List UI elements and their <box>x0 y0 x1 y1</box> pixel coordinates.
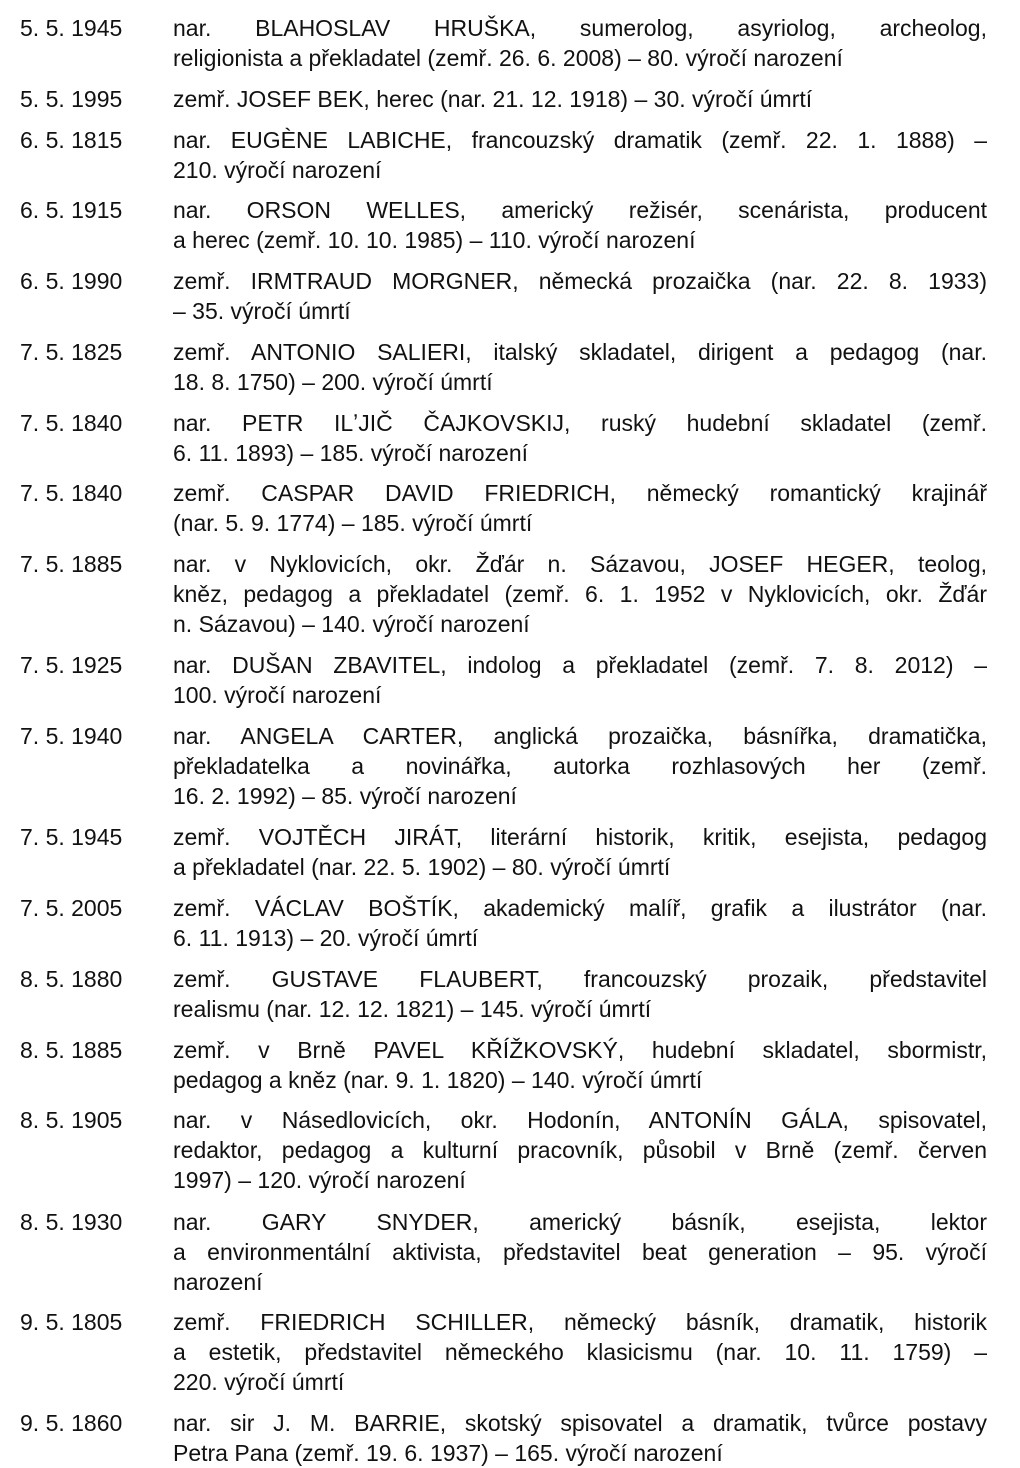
entry-text <box>173 964 987 1024</box>
entry-line: nar. EUGÈNE LABICHE, francouzský dramatik (zemř. 22. 1. 1888) – <box>173 127 987 153</box>
entry-line: nar. ANGELA CARTER, anglická prozaička, básnířka, dramatička, <box>173 723 987 749</box>
entry-line: 16. 2. 1992) – 85. výročí narození <box>173 783 517 809</box>
entry-line: narození <box>173 1269 263 1295</box>
entry-text <box>173 721 987 811</box>
entry-line: nar. ORSON WELLES, americký režisér, scenárista, producent <box>173 197 987 223</box>
entry-text <box>173 478 987 538</box>
entry-line: a herec (zemř. 10. 10. 1985) – 110. výročí narození <box>173 227 696 253</box>
entry-line: n. Sázavou) – 140. výročí narození <box>173 611 530 637</box>
entry-line: zemř. IRMTRAUD MORGNER, německá prozaička (nar. 22. 8. 1933) <box>173 268 987 294</box>
entry-text <box>173 13 987 73</box>
entry-line: nar. BLAHOSLAV HRUŠKA, sumerolog, asyriolog, archeolog, <box>173 15 987 41</box>
entry-line: a environmentální aktivista, představitel beat generation – 95. výročí <box>173 1239 987 1265</box>
entry-date: 9. 5. 1805 <box>20 1309 123 1335</box>
entry-text <box>173 266 987 326</box>
entry-text <box>173 1207 987 1297</box>
entry-date: 6. 5. 1915 <box>20 197 123 223</box>
entry-text <box>173 1035 987 1095</box>
entry-line: (nar. 5. 9. 1774) – 185. výročí úmrtí <box>173 510 533 536</box>
entry-date: 8. 5. 1880 <box>20 966 123 992</box>
entry-text <box>173 1105 987 1195</box>
entry-date: 5. 5. 1945 <box>20 15 123 41</box>
entry-date: 7. 5. 1825 <box>20 339 123 365</box>
entry-text <box>173 195 987 255</box>
entry-line: 6. 11. 1893) – 185. výročí narození <box>173 440 529 466</box>
entry-line: nar. DUŠAN ZBAVITEL, indolog a překladatel (zemř. 7. 8. 2012) – <box>173 652 987 678</box>
entry-date: 8. 5. 1905 <box>20 1107 123 1133</box>
entry-date: 7. 5. 1925 <box>20 652 123 678</box>
entry-line: zemř. CASPAR DAVID FRIEDRICH, německý romantický krajinář <box>173 480 987 506</box>
entry-date: 9. 5. 1860 <box>20 1410 123 1436</box>
entry-text <box>173 125 987 185</box>
entry-line: nar. PETR ILʼJIČ ČAJKOVSKIJ, ruský hudební skladatel (zemř. <box>173 410 987 436</box>
entry-line: nar. sir J. M. BARRIE, skotský spisovatel a dramatik, tvůrce postavy <box>173 1410 987 1436</box>
entry-text <box>173 84 987 114</box>
entry-line: zemř. VOJTĚCH JIRÁT, literární historik, kritik, esejista, pedagog <box>173 824 987 850</box>
entry-text <box>173 1408 987 1468</box>
entry-date: 7. 5. 1840 <box>20 410 123 436</box>
entry-line: Petra Pana (zemř. 19. 6. 1937) – 165. výročí narození <box>173 1440 723 1466</box>
entry-line: pedagog a kněz (nar. 9. 1. 1820) – 140. výročí úmrtí <box>173 1067 703 1093</box>
entry-date: 8. 5. 1885 <box>20 1037 123 1063</box>
entry-text <box>173 1307 987 1397</box>
entry-line: religionista a překladatel (zemř. 26. 6. 2008) – 80. výročí narození <box>173 45 843 71</box>
entry-line: 210. výročí narození <box>173 157 382 183</box>
entry-line: a překladatel (nar. 22. 5. 1902) – 80. výročí úmrtí <box>173 854 671 880</box>
entry-text <box>173 549 987 639</box>
entry-line: překladatelka a novinářka, autorka rozhlasových her (zemř. <box>173 753 987 779</box>
entry-line: 1997) – 120. výročí narození <box>173 1167 466 1193</box>
entry-date: 6. 5. 1990 <box>20 268 123 294</box>
entry-line: kněz, pedagog a překladatel (zemř. 6. 1. 1952 v Nyklovicích, okr. Žďár <box>173 581 987 607</box>
entry-line: 6. 11. 1913) – 20. výročí úmrtí <box>173 925 479 951</box>
entry-line: 100. výročí narození <box>173 682 382 708</box>
entry-line: nar. v Násedlovicích, okr. Hodonín, ANTONÍN GÁLA, spisovatel, <box>173 1107 987 1133</box>
entry-date: 7. 5. 1940 <box>20 723 123 749</box>
entry-line: 220. výročí úmrtí <box>173 1369 345 1395</box>
entry-date: 7. 5. 1885 <box>20 551 123 577</box>
entry-line: – 35. výročí úmrtí <box>173 298 351 324</box>
entry-text <box>173 337 987 397</box>
entry-line: a estetik, představitel německého klasicismu (nar. 10. 11. 1759) – <box>173 1339 987 1365</box>
entry-date: 5. 5. 1995 <box>20 86 123 112</box>
entry-line: nar. GARY SNYDER, americký básník, esejista, lektor <box>173 1209 987 1235</box>
entry-date: 7. 5. 1840 <box>20 480 123 506</box>
entry-line: 18. 8. 1750) – 200. výročí úmrtí <box>173 369 493 395</box>
entry-line: nar. v Nyklovicích, okr. Žďár n. Sázavou, JOSEF HEGER, teolog, <box>173 551 987 577</box>
entry-line: zemř. JOSEF BEK, herec (nar. 21. 12. 1918) – 30. výročí úmrtí <box>173 86 813 112</box>
entry-line: zemř. FRIEDRICH SCHILLER, německý básník, dramatik, historik <box>173 1309 987 1335</box>
entry-date: 8. 5. 1930 <box>20 1209 123 1235</box>
entry-line: realismu (nar. 12. 12. 1821) – 145. výročí úmrtí <box>173 996 652 1022</box>
entry-date: 7. 5. 1945 <box>20 824 123 850</box>
entry-line: zemř. ANTONIO SALIERI, italský skladatel, dirigent a pedagog (nar. <box>173 339 987 365</box>
entry-line: zemř. GUSTAVE FLAUBERT, francouzský prozaik, představitel <box>173 966 987 992</box>
entry-date: 6. 5. 1815 <box>20 127 123 153</box>
entry-text <box>173 650 987 710</box>
entry-date: 7. 5. 2005 <box>20 895 123 921</box>
entry-text <box>173 822 987 882</box>
entry-text <box>173 893 987 953</box>
entry-line: redaktor, pedagog a kulturní pracovník, působil v Brně (zemř. červen <box>173 1137 987 1163</box>
entry-text <box>173 408 987 468</box>
entry-line: zemř. VÁCLAV BOŠTÍK, akademický malíř, grafik a ilustrátor (nar. <box>173 895 987 921</box>
entry-line: zemř. v Brně PAVEL KŘÍŽKOVSKÝ, hudební skladatel, sbormistr, <box>173 1037 987 1063</box>
